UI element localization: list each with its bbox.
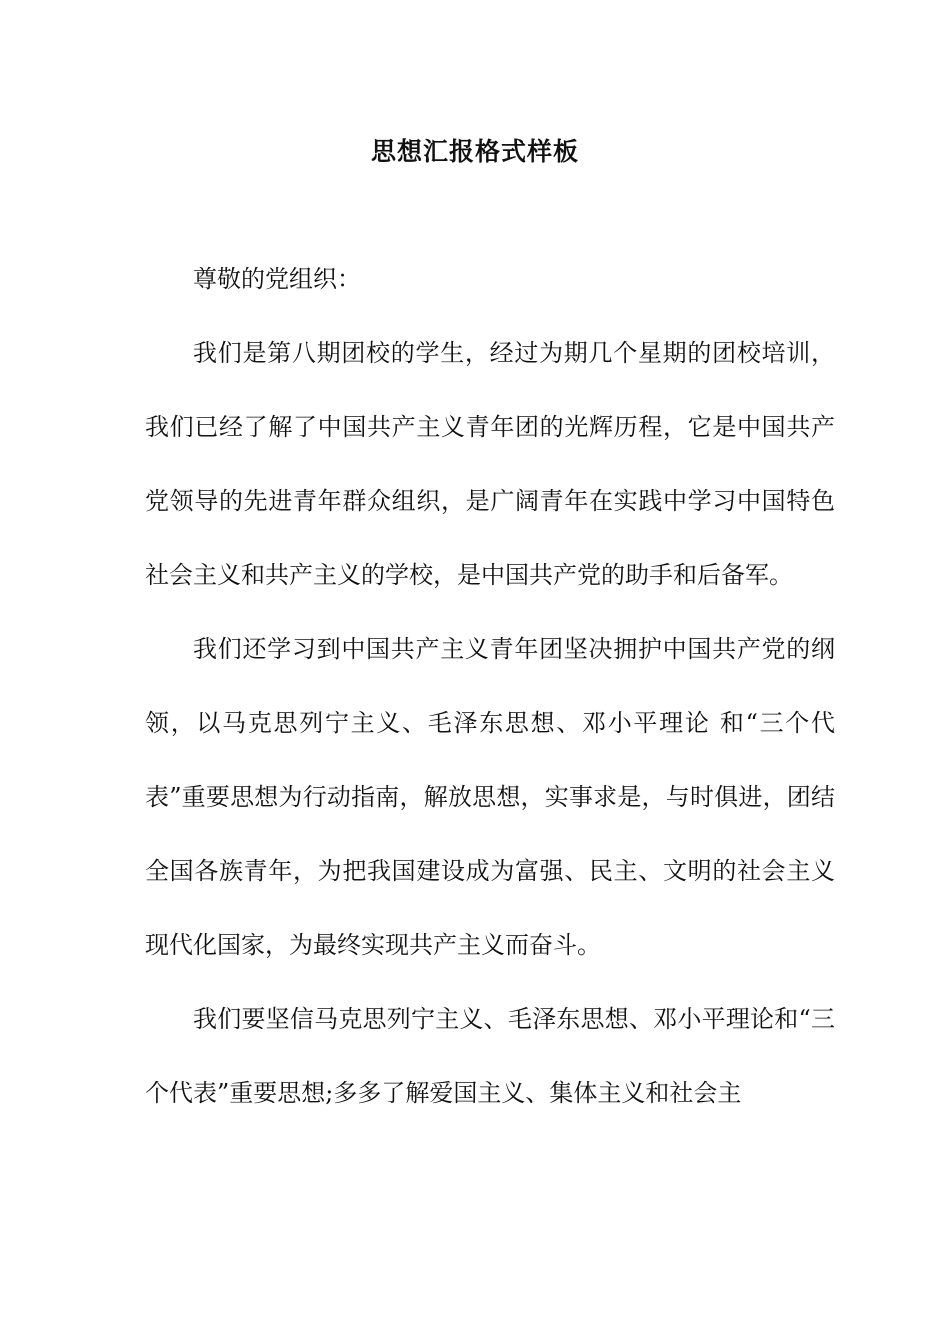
document-body [145, 242, 835, 1130]
paragraph-3: 我们要坚信马克思列宁主义、毛泽东思想、邓小平理论和“三个代表”重要思想;多多了解爱国主义、集体主义和社会主 [145, 1005, 835, 1107]
paragraph-1: 我们是第八期团校的学生，经过为期几个星期的团校培训，我们已经了解了中国共产主义青年团的光辉历程，它是中国共产党领导的先进青年群众组织，是广阔青年在实践中学习中国特色社会主义和共产主义的学校，是中国共产党的助手和后备军。 [145, 339, 835, 589]
paragraph-2: 我们还学习到中国共产主义青年团坚决拥护中国共产党的纲领，以马克思列宁主义、毛泽东思想、邓小平理论 和“三个代表”重要思想为行动指南，解放思想，实事求是，与时俱进，团结全国各族青年，为把我国建设成为富强、民主、文明的社会主义现代化国家，为最终实现共产主义而奋斗。 [145, 635, 835, 959]
document-title: 思想汇报格式样板 [370, 137, 579, 166]
salutation: 尊敬的党组织： [193, 265, 361, 293]
